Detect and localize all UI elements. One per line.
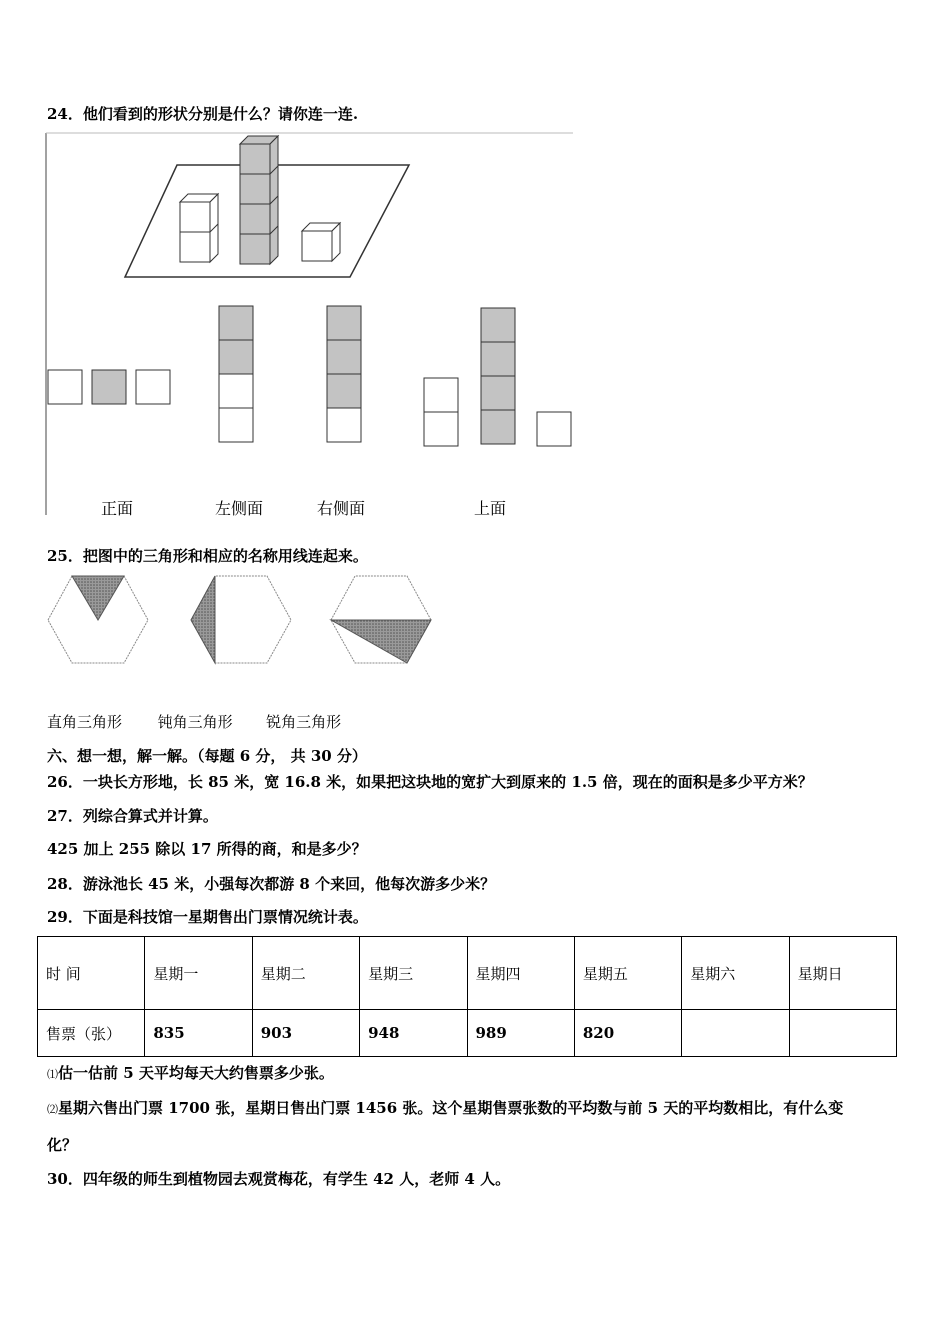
table-header-cell: 星期三 [360, 937, 467, 1010]
section-6-heading: 六、想一想，解一解。（每题 6 分， 共 30 分） [47, 747, 367, 765]
q27-title: 27．列综合算式并计算。 [47, 807, 218, 825]
name-obtuse-triangle: 钝角三角形 [157, 713, 233, 731]
q29-sub1 [47, 1062, 334, 1083]
label-front: 正面 [101, 499, 134, 518]
table-row-label: 售票（张） [38, 1010, 145, 1057]
table-header-cell: 星期一 [145, 937, 252, 1010]
q25-names [47, 711, 341, 732]
table-cell: 989 [467, 1010, 574, 1057]
stack-two-cubes [180, 194, 218, 262]
table-cell: 948 [360, 1010, 467, 1057]
q30-text: 30．四年级的师生到植物园去观赏梅花，有学生 42 人，老师 4 人。 [47, 1170, 511, 1188]
q27-text: 425 加上 255 除以 17 所得的商，和是多少？ [47, 840, 367, 858]
stack-one-cube [302, 223, 340, 261]
table-header-cell: 星期六 [682, 937, 789, 1010]
table-cell [682, 1010, 789, 1057]
label-left-side: 左侧面 [215, 499, 264, 518]
q25-title: 25．把图中的三角形和相应的名称用线连起来。 [47, 547, 368, 565]
q24-figure [45, 130, 575, 520]
q24-title: 24．他们看到的形状分别是什么？请你连一连. [47, 105, 359, 123]
view-top [424, 308, 571, 446]
stack-four-cubes [240, 136, 278, 264]
sub1-number: ⑴ [47, 1068, 58, 1081]
view-left [219, 306, 253, 442]
hexagon-2 [191, 576, 291, 663]
hexagon-1 [48, 576, 148, 663]
table-header-cell: 星期二 [252, 937, 359, 1010]
table-cell [789, 1010, 896, 1057]
q29-sub2-continued: 化？ [47, 1136, 78, 1154]
triangle-acute [72, 576, 124, 620]
q29-sub2 [47, 1097, 843, 1118]
q29-title: 29．下面是科技馆一星期售出门票情况统计表。 [47, 908, 368, 926]
name-acute-triangle: 锐角三角形 [266, 713, 342, 731]
sub2-text: 星期六售出门票 1700 张，星期日售出门票 1456 张。这个星期售票张数的平均数与前 5 天的平均数相比，有什么变 [58, 1099, 844, 1117]
table-header-cell: 星期四 [467, 937, 574, 1010]
view-front [48, 370, 170, 404]
name-right-triangle: 直角三角形 [47, 713, 123, 731]
table-cell: 835 [145, 1010, 252, 1057]
table-header-cell: 星期五 [574, 937, 681, 1010]
sub1-text: 估一估前 5 天平均每天大约售票多少张。 [58, 1064, 334, 1082]
q28-text: 28．游泳池长 45 米，小强每次都游 8 个来回，他每次游多少米？ [47, 875, 496, 893]
view-right [327, 306, 361, 442]
label-right-side: 右侧面 [317, 499, 366, 518]
table-header-cell: 星期日 [789, 937, 896, 1010]
table-cell: 820 [574, 1010, 681, 1057]
table-header-cell: 时 间 [38, 937, 145, 1010]
triangle-obtuse [191, 576, 215, 663]
label-top: 上面 [474, 499, 507, 518]
q26-text: 26．一块长方形地，长 85 米，宽 16.8 米，如果把这块地的宽扩大到原来的 1.5 倍，现在的面积是多少平方米？ [47, 773, 813, 791]
triangle-right [331, 620, 431, 663]
hexagon-3 [331, 576, 431, 663]
ticket-stats-table [37, 936, 897, 1057]
sub2-number: ⑵ [47, 1103, 58, 1116]
q25-figure [45, 572, 445, 668]
table-cell: 903 [252, 1010, 359, 1057]
table-header-row [38, 937, 897, 1010]
table-row [38, 1010, 897, 1057]
